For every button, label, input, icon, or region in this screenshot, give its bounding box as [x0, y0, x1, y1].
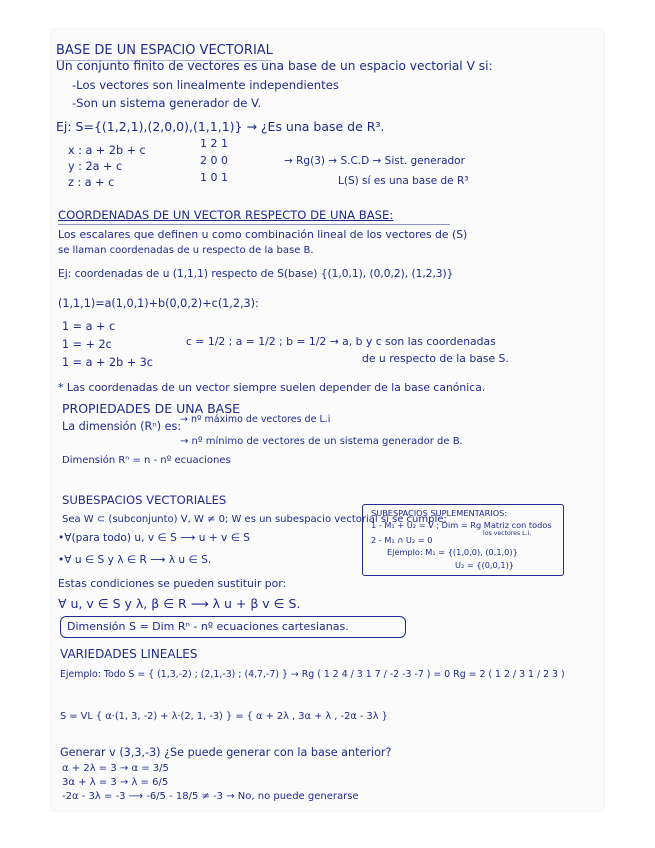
handwritten-line: BASE DE UN ESPACIO VECTORIAL [56, 43, 273, 58]
handwritten-line: La dimensión (Rⁿ) es: [62, 420, 182, 433]
box-line: 1 - M₁ + U₂ = V ; Dim = Rg Matriz con todos [371, 520, 552, 530]
handwritten-line: Sea W ⊂ (subconjunto) V, W ≠ 0; W es un subespacio vectorial si se cumple: [62, 514, 447, 525]
handwritten-line: -Los vectores son linealmente independientes [72, 78, 339, 92]
matrix-row: 2 0 0 [200, 154, 228, 167]
handwritten-line: Los escalares que definen u como combinación lineal de los vectores de (S) [58, 228, 468, 241]
box-example: Ejemplo: M₁ = {(1,0,0), (0,1,0)} [387, 547, 518, 557]
handwritten-line: c = 1/2 ; a = 1/2 ; b = 1/2 → a, b y c son las coordenadas [186, 335, 496, 348]
box-line: los vectores L.i. [483, 530, 532, 537]
handwritten-line: 1 = + 2c [62, 338, 112, 351]
box-line: 2 - M₁ ∩ U₂ = 0 [371, 535, 433, 545]
handwritten-line: •∀ u ∈ S y λ ∈ R ⟶ λ u ∈ S. [58, 554, 212, 566]
handwritten-line: ∀ u, v ∈ S y λ, β ∈ R ⟶ λ u + β v ∈ S. [58, 596, 301, 611]
handwritten-line: VARIEDADES LINEALES [60, 647, 198, 661]
handwritten-line: Generar v (3,3,-3) ¿Se puede generar con la base anterior? [60, 746, 392, 759]
box-title: SUBESPACIOS SUPLEMENTARIOS: [371, 508, 508, 518]
handwritten-line: -Son un sistema generador de V. [72, 96, 262, 110]
box-example: U₂ = {(0,0,1)} [455, 560, 514, 570]
handwritten-line: se llaman coordenadas de u respecto de la base B. [58, 245, 314, 256]
handwritten-line: PROPIEDADES DE UNA BASE [62, 401, 241, 416]
handwritten-line: Ej: coordenadas de u (1,1,1) respecto de S(base) {(1,0,1), (0,0,2), (1,2,3)} [58, 268, 454, 280]
handwritten-line: •∀(para todo) u, v ∈ S ⟶ u + v ∈ S [58, 532, 251, 544]
handwritten-line: de u respecto de la base S. [362, 352, 509, 365]
handwritten-line: 3α + λ = 3 → λ = 6/5 [62, 777, 169, 788]
handwritten-line: 1 = a + 2b + 3c [62, 356, 153, 369]
title-underline [56, 60, 271, 61]
handwritten-line: y : 2a + c [68, 160, 123, 173]
handwritten-line: 1 = a + c [62, 320, 116, 333]
handwritten-line: SUBESPACIOS VECTORIALES [62, 493, 227, 507]
matrix-row: 1 0 1 [200, 171, 228, 184]
handwritten-line: → Rg(3) → S.C.D → Sist. generador [284, 155, 465, 167]
handwritten-line: S = VL { α·(1, 3, -2) + λ·(2, 1, -3) } = { α + 2λ , 3α + λ , -2α - 3λ } [60, 711, 388, 722]
handwritten-line: (1,1,1)=a(1,0,1)+b(0,0,2)+c(1,2,3): [58, 297, 259, 310]
handwritten-line: Estas condiciones se pueden sustituir por: [58, 577, 287, 590]
dimension-formula-box [60, 616, 406, 638]
handwritten-line: z : a + c [68, 176, 115, 189]
handwritten-line: Ej: S={(1,2,1),(2,0,0),(1,1,1)} → ¿Es una base de R³. [56, 119, 385, 134]
coefficient-matrix [200, 138, 228, 183]
handwritten-line: Un conjunto finito de vectores es una base de un espacio vectorial V si: [56, 59, 493, 73]
scanned-notes-page [52, 30, 603, 810]
handwritten-line: Ejemplo: Todo S = { (1,3,-2) ; (2,1,-3) ; (4,7,-7) } → Rg ( 1 2 4 / 3 1 7 / -2 -3 -7 ) = 0 Rg = 2 ( 1 2 / 3 1 / 2 3 ) [60, 669, 565, 680]
handwritten-line: * Las coordenadas de un vector siempre suelen depender de la base canónica. [58, 381, 486, 394]
dimension-formula: Dimensión S = Dim Rⁿ - nº ecuaciones cartesianas. [67, 620, 349, 633]
handwritten-line: -2α - 3λ = -3 ⟶ -6/5 - 18/5 ≠ -3 → No, no puede generarse [62, 791, 359, 802]
handwritten-line: x : a + 2b + c [68, 144, 146, 157]
matrix-row: 1 2 1 [200, 137, 228, 150]
handwritten-line: α + 2λ = 3 → α = 3/5 [62, 763, 169, 774]
suplementary-subspaces-box [362, 504, 564, 576]
handwritten-line: Dimensión Rⁿ = n - nº ecuaciones [62, 455, 231, 466]
handwritten-line: L(S) sí es una base de R³ [338, 175, 469, 187]
handwritten-line: → nº mínimo de vectores de un sistema generador de B. [180, 436, 463, 447]
handwritten-line: → nº máximo de vectores de L.i [180, 414, 331, 425]
coordinates-underline [58, 224, 450, 225]
handwritten-line: COORDENADAS DE UN VECTOR RESPECTO DE UNA BASE: [58, 208, 394, 222]
